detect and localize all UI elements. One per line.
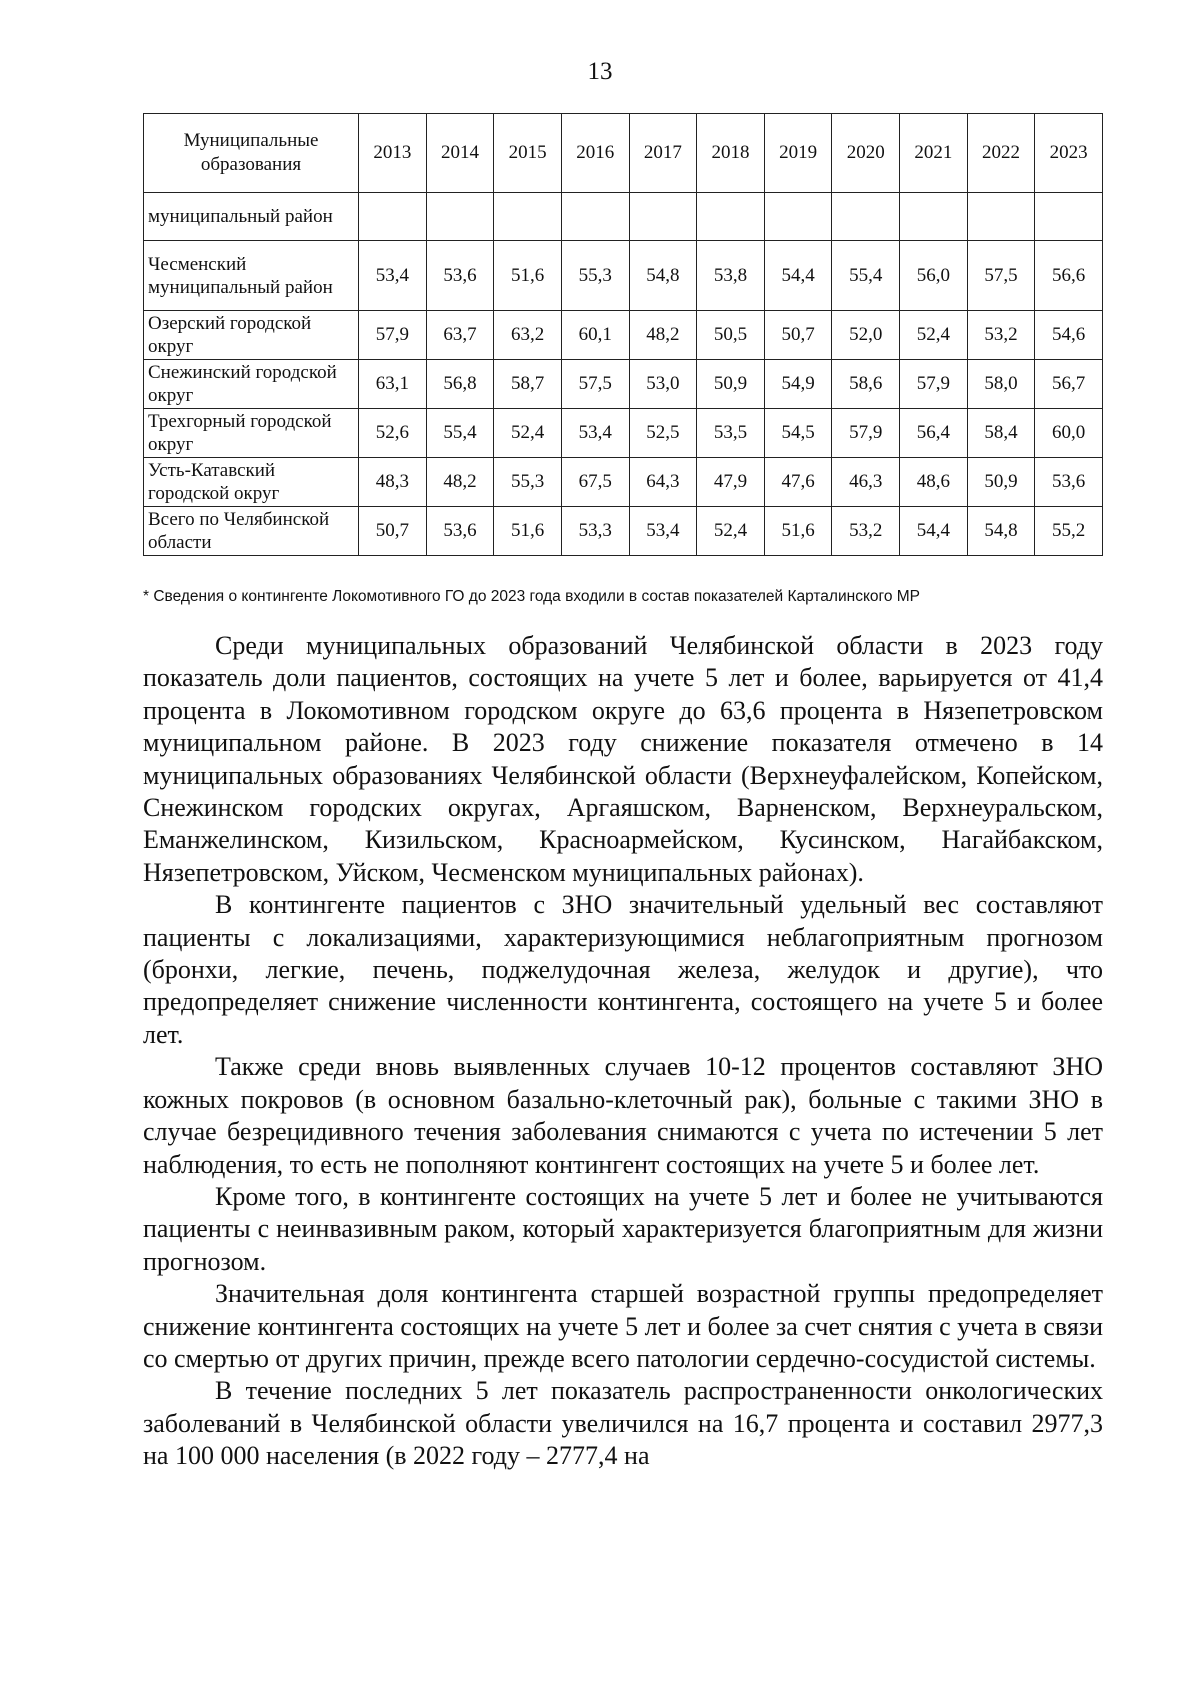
value-cell: 53,6 <box>426 241 494 311</box>
value-cell <box>832 193 900 241</box>
header-year: 2014 <box>426 114 494 193</box>
header-year: 2017 <box>629 114 697 193</box>
value-cell: 48,2 <box>629 311 697 360</box>
value-cell <box>764 193 832 241</box>
table-row <box>144 193 1103 241</box>
paragraph: Среди муниципальных образований Челябинской области в 2023 году показатель доли пациентов, состоящих на учете 5 лет и более, варьируется от 41,4 процента в Локомотивном городском округе до 63,6 процента в Нязепетровском муниципальном районе. В 2023 году снижение показателя отмечено в 14 муниципальных образованиях Челябинской области (Верхнеуфалейском, Копейском, Снежинском городских округах, Аргаяшском, Варненском, Верхнеуральском, Еманжелинском, Кизильском, Красноармейском, Кусинском, Нагайбакском, Нязепетровском, Уйском, Чесменском муниципальных районах). <box>143 631 1103 887</box>
header-year: 2023 <box>1035 114 1103 193</box>
data-table <box>143 113 1103 556</box>
value-cell: 54,5 <box>764 409 832 458</box>
value-cell: 67,5 <box>561 458 629 507</box>
header-year: 2013 <box>359 114 427 193</box>
header-year: 2022 <box>967 114 1035 193</box>
municipality-name-cell: Озерский городской округ <box>144 311 359 360</box>
table-body <box>144 193 1103 556</box>
paragraph: Значительная доля контингента старшей возрастной группы предопределяет снижение контингента состоящих на учете 5 лет и более за счет снятия с учета в связи со смертью от других причин, прежде всего патологии сердечно-сосудистой системы. <box>143 1279 1103 1373</box>
value-cell: 50,9 <box>697 360 765 409</box>
value-cell: 54,8 <box>629 241 697 311</box>
header-year: 2021 <box>900 114 968 193</box>
value-cell: 54,6 <box>1035 311 1103 360</box>
value-cell: 54,9 <box>764 360 832 409</box>
value-cell: 58,4 <box>967 409 1035 458</box>
value-cell: 53,6 <box>1035 458 1103 507</box>
value-cell: 53,4 <box>561 409 629 458</box>
value-cell: 50,7 <box>764 311 832 360</box>
header-year: 2018 <box>697 114 765 193</box>
table-row <box>144 409 1103 458</box>
table-header-row <box>144 114 1103 193</box>
table-row <box>144 311 1103 360</box>
value-cell <box>900 193 968 241</box>
value-cell: 53,5 <box>697 409 765 458</box>
value-cell: 56,7 <box>1035 360 1103 409</box>
value-cell: 55,3 <box>494 458 562 507</box>
value-cell: 48,2 <box>426 458 494 507</box>
value-cell: 53,0 <box>629 360 697 409</box>
value-cell <box>561 193 629 241</box>
paragraph: Также среди вновь выявленных случаев 10-12 процентов составляют ЗНО кожных покровов (в основном базально-клеточный рак), больные с такими ЗНО в случае безрецидивного течения заболевания снимаются с учета по истечении 5 лет наблюдения, то есть не пополняют контингент состоящих на учете 5 и более лет. <box>143 1052 1103 1179</box>
header-year: 2019 <box>764 114 832 193</box>
value-cell: 57,9 <box>359 311 427 360</box>
header-year: 2016 <box>561 114 629 193</box>
value-cell: 52,0 <box>832 311 900 360</box>
table-row <box>144 241 1103 311</box>
value-cell: 51,6 <box>494 507 562 556</box>
value-cell <box>426 193 494 241</box>
value-cell: 47,6 <box>764 458 832 507</box>
value-cell: 53,3 <box>561 507 629 556</box>
value-cell: 56,0 <box>900 241 968 311</box>
value-cell: 56,4 <box>900 409 968 458</box>
value-cell: 51,6 <box>494 241 562 311</box>
value-cell: 48,3 <box>359 458 427 507</box>
value-cell: 58,7 <box>494 360 562 409</box>
value-cell: 55,4 <box>832 241 900 311</box>
value-cell: 63,2 <box>494 311 562 360</box>
paragraph: В течение последних 5 лет показатель распространенности онкологических заболеваний в Челябинской области увеличился на 16,7 процента и составил 2977,3 на 100 000 населения (в 2022 году – 2777,4 на <box>143 1376 1103 1471</box>
value-cell: 48,6 <box>900 458 968 507</box>
value-cell: 50,9 <box>967 458 1035 507</box>
value-cell <box>697 193 765 241</box>
value-cell: 60,1 <box>561 311 629 360</box>
value-cell: 53,4 <box>359 241 427 311</box>
table-footnote: * Сведения о контингенте Локомотивного ГО до 2023 года входили в состав показателей Карталинского МР <box>143 588 921 605</box>
municipality-name-cell: Усть-Катавский городской округ <box>144 458 359 507</box>
table-row <box>144 507 1103 556</box>
value-cell <box>359 193 427 241</box>
value-cell: 52,4 <box>494 409 562 458</box>
value-cell: 58,6 <box>832 360 900 409</box>
table-row <box>144 360 1103 409</box>
value-cell: 54,4 <box>764 241 832 311</box>
value-cell: 54,4 <box>900 507 968 556</box>
value-cell: 56,6 <box>1035 241 1103 311</box>
value-cell: 57,9 <box>900 360 968 409</box>
value-cell: 53,8 <box>697 241 765 311</box>
value-cell: 53,6 <box>426 507 494 556</box>
municipality-name-cell: Снежинский городской округ <box>144 360 359 409</box>
value-cell: 51,6 <box>764 507 832 556</box>
value-cell: 50,7 <box>359 507 427 556</box>
value-cell: 60,0 <box>1035 409 1103 458</box>
value-cell <box>494 193 562 241</box>
value-cell: 63,1 <box>359 360 427 409</box>
value-cell: 52,6 <box>359 409 427 458</box>
header-year: 2015 <box>494 114 562 193</box>
value-cell: 57,5 <box>967 241 1035 311</box>
value-cell: 57,5 <box>561 360 629 409</box>
value-cell: 47,9 <box>697 458 765 507</box>
municipality-name-cell: Чесменский муниципальный район <box>144 241 359 311</box>
value-cell: 52,4 <box>900 311 968 360</box>
value-cell: 53,2 <box>832 507 900 556</box>
value-cell: 52,5 <box>629 409 697 458</box>
value-cell <box>1035 193 1103 241</box>
value-cell: 55,4 <box>426 409 494 458</box>
municipality-name-cell: Трехгорный городской округ <box>144 409 359 458</box>
municipality-name-cell: Всего по Челябинской области <box>144 507 359 556</box>
value-cell: 56,8 <box>426 360 494 409</box>
page-number: 13 <box>587 58 613 85</box>
paragraph: Кроме того, в контингенте состоящих на учете 5 лет и более не учитываются пациенты с неинвазивным раком, который характеризуется благоприятным для жизни прогнозом. <box>143 1181 1103 1276</box>
value-cell: 64,3 <box>629 458 697 507</box>
header-municipalities: Муниципальные образования <box>144 114 359 193</box>
body-text <box>143 630 1103 1473</box>
paragraph: В контингенте пациентов с ЗНО значительный удельный вес составляют пациенты с локализациями, характеризующимися неблагоприятным прогнозом (бронхи, легкие, печень, поджелудочная железа, желудок и другие), что предопределяет снижение численности контингента, состоящего на учете 5 и более лет. <box>143 890 1103 1049</box>
value-cell: 50,5 <box>697 311 765 360</box>
header-year: 2020 <box>832 114 900 193</box>
value-cell <box>967 193 1035 241</box>
value-cell: 52,4 <box>697 507 765 556</box>
table-row <box>144 458 1103 507</box>
value-cell: 53,4 <box>629 507 697 556</box>
value-cell: 58,0 <box>967 360 1035 409</box>
municipality-name-cell: муниципальный район <box>144 193 359 241</box>
value-cell: 55,2 <box>1035 507 1103 556</box>
value-cell: 57,9 <box>832 409 900 458</box>
value-cell: 55,3 <box>561 241 629 311</box>
value-cell: 53,2 <box>967 311 1035 360</box>
value-cell: 63,7 <box>426 311 494 360</box>
value-cell: 46,3 <box>832 458 900 507</box>
value-cell <box>629 193 697 241</box>
value-cell: 54,8 <box>967 507 1035 556</box>
